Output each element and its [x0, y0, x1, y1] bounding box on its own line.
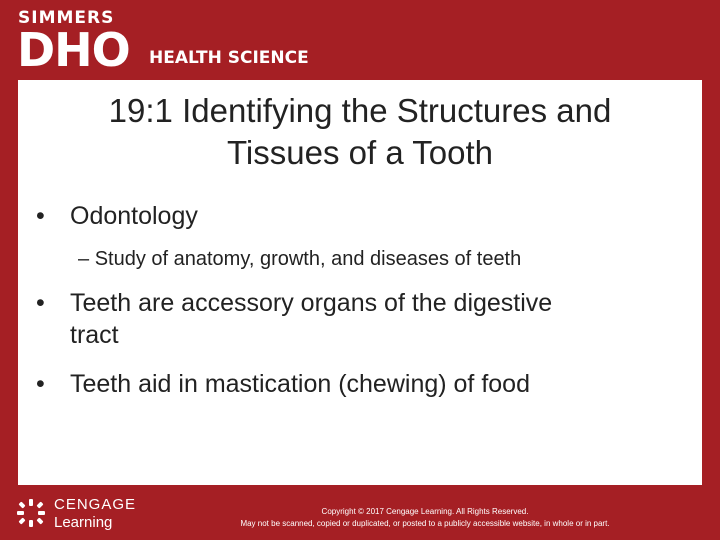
- bullet-dot: •: [36, 370, 45, 398]
- bullet-text: Teeth aid in mastication (chewing) of food: [70, 370, 530, 398]
- bullet-text: Odontology: [70, 202, 198, 230]
- bullet-text-line-2: tract: [70, 321, 119, 349]
- cengage-logo-icon: [16, 498, 46, 528]
- slide-title-line-2: Tissues of a Tooth: [227, 134, 493, 171]
- dash-marker: –: [78, 248, 95, 270]
- bullet-dot: •: [36, 202, 45, 230]
- cengage-logo-line-1: CENGAGE: [54, 496, 137, 513]
- brand-subtitle: HEALTH SCIENCE: [149, 48, 309, 68]
- copyright-line-2: May not be scanned, copied or duplicated, or posted to a publicly accessible website, in whole or in part.: [240, 519, 610, 528]
- slide-title-line-1: 19:1 Identifying the Structures and: [108, 92, 612, 129]
- sub-bullet-study: [78, 246, 521, 272]
- copyright-notice: [195, 506, 655, 530]
- copyright-line-1: Copyright © 2017 Cengage Learning. All Rights Reserved.: [321, 507, 529, 516]
- slide-title: [18, 90, 702, 174]
- slide-content-panel: [18, 80, 702, 485]
- brand-top-text: SIMMERS: [18, 8, 115, 28]
- cengage-logo-line-2: Learning: [54, 514, 113, 531]
- sub-bullet-text: Study of anatomy, growth, and diseases of teeth: [94, 248, 522, 270]
- bullet-text-line-1: Teeth are accessory organs of the digestive: [70, 289, 553, 317]
- brand-logo-text: DHO: [17, 23, 130, 77]
- bullet-text: [70, 287, 552, 351]
- bullet-dot: •: [36, 289, 45, 317]
